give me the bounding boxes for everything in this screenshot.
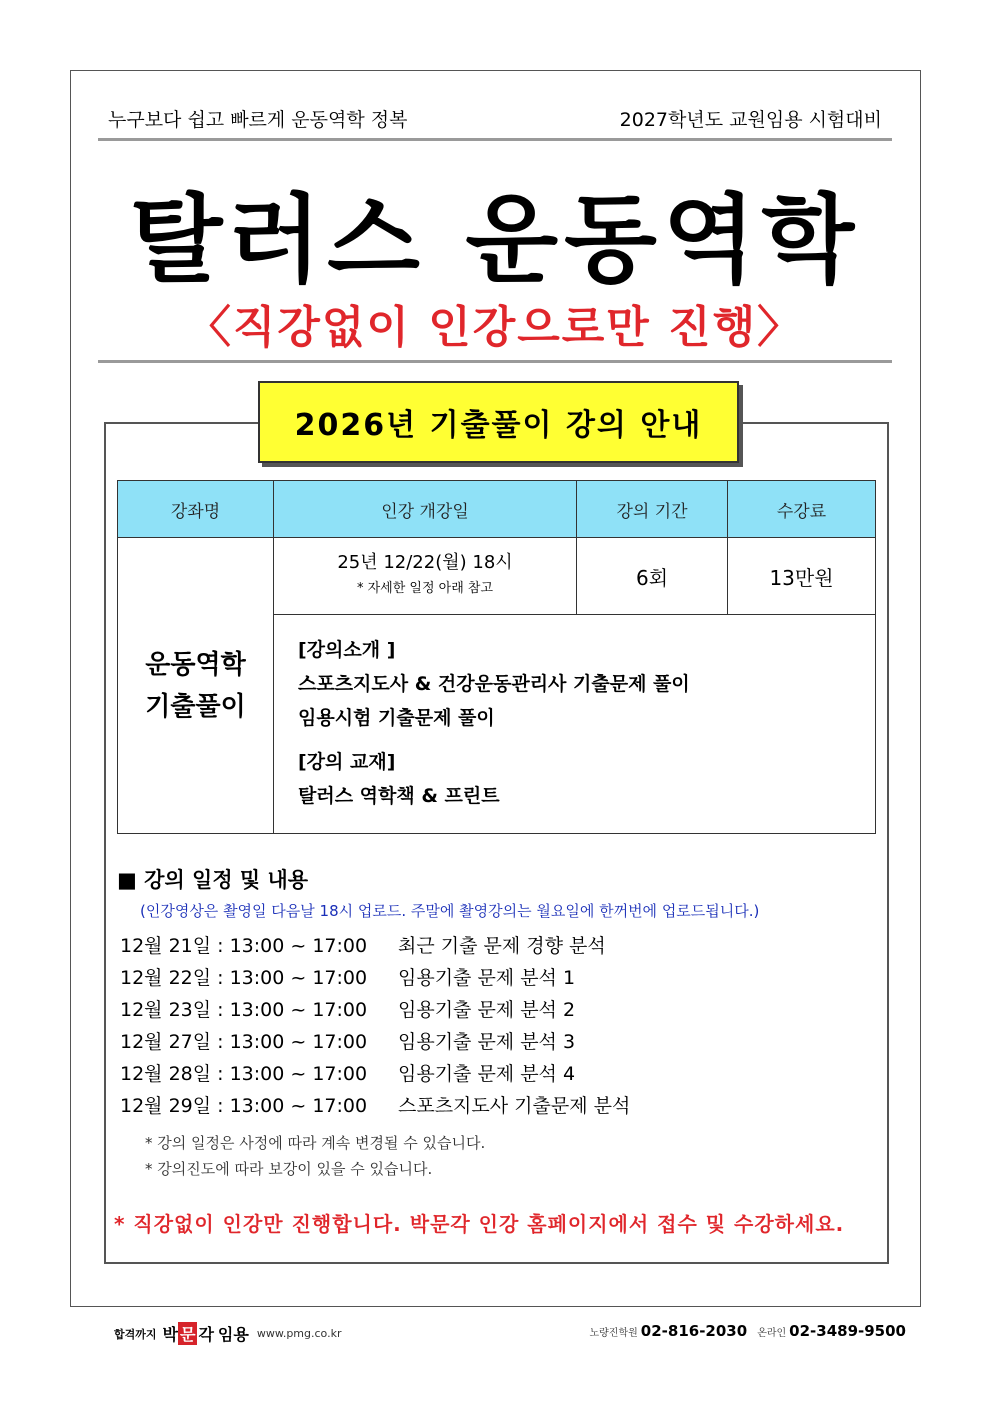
schedule-upload-note: (인강영상은 촬영일 다음날 18시 업로드. 주말에 촬영강의는 월요일에 한꺼번에 업로드됩니다.) [140, 902, 760, 920]
online-only-warning: * 직강없이 인강만 진행합니다. 박문각 인강 홈페이지에서 접수 및 수강하세요. [114, 1212, 845, 1236]
intro-line: 스포츠지도사 & 건강운동관리사 기출문제 풀이 [298, 673, 690, 695]
start-date-note: * 자세한 일정 아래 참고 [356, 581, 494, 596]
header-fee: 수강료 [728, 481, 876, 538]
intro-line: 임용시험 기출문제 풀이 [298, 707, 495, 729]
header-line [98, 105, 892, 132]
list-item [120, 1024, 630, 1056]
schedule-time: 12월 28일 : 13:00 ~ 17:00 [120, 1062, 368, 1085]
footnote: * 강의진도에 따라 보강이 있을 수 있습니다. [145, 1160, 433, 1178]
footer-contacts [589, 1322, 906, 1340]
schedule-content: 임용기출 문제 분석 3 [398, 1030, 576, 1053]
textbook-line: 탈러스 역학책 & 프린트 [298, 785, 500, 807]
header-duration: 강의 기간 [577, 481, 728, 538]
schedule-time: 12월 23일 : 13:00 ~ 17:00 [120, 998, 368, 1021]
duration-cell: 6회 [577, 538, 728, 615]
title-divider [98, 360, 892, 363]
table-header-row [118, 481, 876, 538]
list-item [120, 1088, 630, 1120]
footer-brand [114, 1322, 341, 1345]
list-item [120, 928, 630, 960]
footer [114, 1322, 906, 1344]
schedule-time: 12월 22일 : 13:00 ~ 17:00 [120, 966, 368, 989]
schedule-content: 최근 기출 문제 경향 분석 [398, 934, 606, 957]
list-item [120, 992, 630, 1024]
header-exam-year: 2027학년도 교원임용 시험대비 [619, 109, 882, 131]
course-name-line2: 기출풀이 [145, 691, 246, 722]
schedule-list [120, 928, 630, 1120]
description-cell [274, 615, 876, 834]
header-tagline: 누구보다 쉽고 빠르게 운동역학 정복 [108, 109, 408, 131]
course-name-cell [118, 538, 274, 834]
schedule-content: 임용기출 문제 분석 1 [398, 966, 576, 989]
schedule-content: 임용기출 문제 분석 4 [398, 1062, 576, 1085]
logo-text-part: 박 [162, 1325, 178, 1344]
footer-url[interactable]: www.pmg.co.kr [256, 1327, 342, 1340]
phone-number: 02-3489-9500 [789, 1322, 906, 1340]
intro-heading: [강의소개 ] [298, 639, 396, 661]
main-title: 탈러스 운동역학 [129, 184, 861, 296]
phone-label: 노량진학원 [589, 1327, 638, 1339]
footnote: * 강의 일정은 사정에 따라 계속 변경될 수 있습니다. [145, 1134, 486, 1152]
schedule-content: 임용기출 문제 분석 2 [398, 998, 576, 1021]
logo-text-part: 각 [198, 1325, 214, 1344]
logo-text-part: 임용 [217, 1325, 249, 1344]
schedule-title: ■ 강의 일정 및 내용 [117, 868, 309, 892]
table-row [118, 538, 876, 615]
logo-text-highlight: 문 [178, 1322, 197, 1345]
start-date-cell [274, 538, 577, 615]
sub-title: 〈직강없이 인강으로만 진행〉 [186, 302, 804, 353]
course-name-line1: 운동역학 [145, 649, 246, 680]
schedule-footnotes [145, 1130, 485, 1182]
lecture-banner: 2026년 기출풀이 강의 안내 [258, 381, 739, 463]
start-date: 25년 12/22(월) 18시 [337, 552, 513, 573]
schedule-time: 12월 21일 : 13:00 ~ 17:00 [120, 934, 368, 957]
list-item [120, 960, 630, 992]
header-start-date: 인강 개강일 [274, 481, 577, 538]
phone-number: 02-816-2030 [640, 1322, 748, 1340]
footer-tagline: 합격까지 [114, 1327, 157, 1341]
course-table [117, 480, 876, 834]
phone-label: 온라인 [757, 1327, 787, 1339]
header-divider [98, 138, 892, 141]
schedule-time: 12월 27일 : 13:00 ~ 17:00 [120, 1030, 368, 1053]
fee-cell: 13만원 [728, 538, 876, 615]
header-course-name: 강좌명 [118, 481, 274, 538]
schedule-time: 12월 29일 : 13:00 ~ 17:00 [120, 1094, 368, 1117]
list-item [120, 1056, 630, 1088]
schedule-content: 스포츠지도사 기출문제 분석 [398, 1094, 631, 1117]
textbook-heading: [강의 교재] [298, 751, 396, 773]
